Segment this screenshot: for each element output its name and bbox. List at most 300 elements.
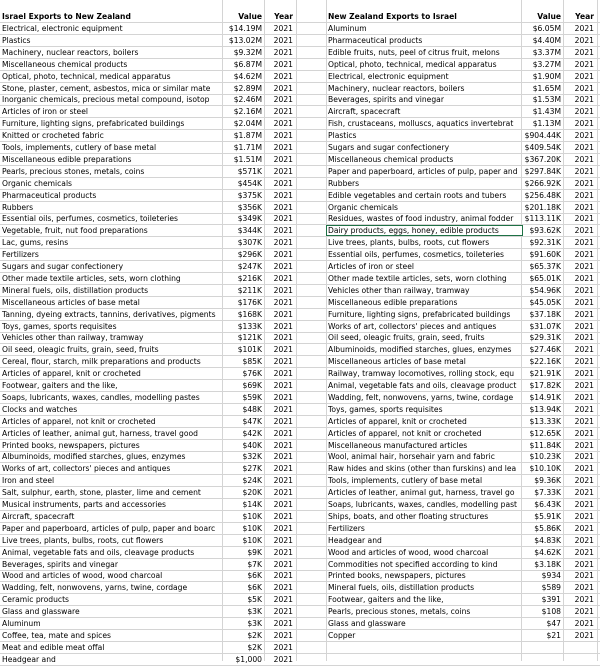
right-year-cell[interactable]: 2021 bbox=[574, 154, 594, 164]
right-value-cell[interactable]: $37.18K bbox=[529, 309, 561, 319]
left-product-cell[interactable]: Articles of apparel, knit or crocheted bbox=[2, 369, 141, 379]
left-product-cell[interactable]: Rubbers bbox=[2, 202, 34, 212]
right-value-cell[interactable]: $266.92K bbox=[524, 178, 561, 188]
left-year-cell[interactable]: 2021 bbox=[273, 535, 293, 545]
left-product-cell[interactable]: Articles of apparel, not knit or crocheted bbox=[2, 416, 156, 426]
left-value-cell[interactable]: $9.32M bbox=[233, 47, 262, 57]
right-year-cell[interactable]: 2021 bbox=[574, 369, 594, 379]
left-year-cell[interactable]: 2021 bbox=[273, 297, 293, 307]
left-product-cell[interactable]: Printed books, newspapers, pictures bbox=[2, 440, 140, 450]
right-value-cell[interactable]: $65.37K bbox=[529, 262, 561, 271]
left-table-title[interactable]: Israel Exports to New Zealand bbox=[2, 12, 131, 21]
right-year-cell[interactable]: 2021 bbox=[574, 381, 594, 390]
left-year-cell[interactable]: 2021 bbox=[273, 345, 293, 355]
left-year-cell[interactable]: 2021 bbox=[273, 321, 293, 331]
right-value-cell[interactable]: $65.01K bbox=[529, 273, 561, 283]
right-product-cell[interactable]: Articles of leather, animal gut, harness, travel go bbox=[328, 488, 515, 498]
right-value-cell[interactable]: $10.10K bbox=[529, 464, 561, 474]
right-year-cell[interactable]: 2021 bbox=[574, 630, 594, 640]
right-value-header[interactable]: Value bbox=[537, 12, 561, 21]
left-year-cell[interactable]: 2021 bbox=[273, 47, 293, 57]
left-product-cell[interactable]: Soaps, lubricants, waxes, candles, modelling pastes bbox=[2, 392, 200, 402]
right-product-cell[interactable]: Articles of iron or steel bbox=[328, 262, 414, 271]
right-value-cell[interactable]: $17.82K bbox=[529, 381, 561, 390]
left-product-cell[interactable]: Aluminum bbox=[2, 619, 41, 628]
right-year-cell[interactable]: 2021 bbox=[574, 547, 594, 557]
right-value-cell[interactable]: $22.16K bbox=[529, 357, 561, 367]
left-product-cell[interactable]: Miscellaneous chemical products bbox=[2, 59, 128, 69]
left-value-cell[interactable]: $59K bbox=[242, 392, 262, 402]
right-value-cell[interactable]: $108 bbox=[541, 607, 561, 617]
right-year-cell[interactable]: 2021 bbox=[574, 24, 594, 33]
left-value-cell[interactable]: $5K bbox=[247, 595, 262, 605]
left-product-cell[interactable]: Optical, photo, technical, medical apparatus bbox=[2, 71, 171, 81]
right-year-cell[interactable]: 2021 bbox=[574, 119, 594, 129]
left-value-cell[interactable]: $101K bbox=[237, 345, 262, 355]
left-value-cell[interactable]: $571K bbox=[237, 166, 262, 176]
right-product-cell[interactable]: Toys, games, sports requisites bbox=[328, 404, 443, 414]
left-year-cell[interactable]: 2021 bbox=[273, 309, 293, 319]
right-year-cell[interactable]: 2021 bbox=[574, 238, 594, 248]
left-year-cell[interactable]: 2021 bbox=[273, 131, 293, 141]
right-year-cell[interactable]: 2021 bbox=[574, 488, 594, 498]
left-product-cell[interactable]: Cereal, flour, starch, milk preparations and products bbox=[2, 357, 201, 367]
left-product-cell[interactable]: Works of art, collectors' pieces and antiques bbox=[2, 464, 171, 474]
left-value-cell[interactable]: $2.46M bbox=[233, 95, 262, 105]
right-value-cell[interactable]: $47 bbox=[546, 619, 561, 628]
left-product-cell[interactable]: Wood and articles of wood, wood charcoal bbox=[2, 571, 163, 581]
left-year-cell[interactable]: 2021 bbox=[273, 583, 293, 593]
right-value-cell[interactable]: $3.27M bbox=[532, 59, 561, 69]
right-year-cell[interactable]: 2021 bbox=[574, 107, 594, 117]
left-value-cell[interactable]: $13.02M bbox=[228, 35, 262, 45]
right-product-cell[interactable]: Essential oils, perfumes, cosmetics, toileteries bbox=[328, 250, 504, 260]
right-year-cell[interactable]: 2021 bbox=[574, 166, 594, 176]
left-value-cell[interactable]: $2.89M bbox=[233, 83, 262, 93]
right-value-cell[interactable]: $21.91K bbox=[529, 369, 561, 379]
left-year-cell[interactable]: 2021 bbox=[273, 547, 293, 557]
right-value-cell[interactable]: $4.83K bbox=[534, 535, 561, 545]
left-value-cell[interactable]: $1.87M bbox=[233, 131, 262, 141]
right-product-cell[interactable]: Tools, implements, cutlery of base metal bbox=[328, 476, 483, 486]
right-value-cell[interactable]: $4.62K bbox=[534, 547, 561, 557]
right-year-cell[interactable]: 2021 bbox=[574, 35, 594, 45]
right-year-cell[interactable]: 2021 bbox=[574, 619, 594, 628]
right-product-cell[interactable]: Electrical, electronic equipment bbox=[328, 71, 449, 81]
left-value-cell[interactable]: $27K bbox=[242, 464, 262, 474]
left-year-cell[interactable]: 2021 bbox=[273, 59, 293, 69]
right-year-cell[interactable]: 2021 bbox=[574, 131, 594, 141]
left-value-cell[interactable]: $349K bbox=[237, 214, 262, 224]
right-product-cell[interactable]: Headgear and bbox=[328, 535, 382, 545]
right-value-cell[interactable]: $91.60K bbox=[529, 250, 561, 260]
left-year-cell[interactable]: 2021 bbox=[273, 404, 293, 414]
left-year-cell[interactable]: 2021 bbox=[273, 202, 293, 212]
right-year-cell[interactable]: 2021 bbox=[574, 59, 594, 69]
right-year-cell[interactable]: 2021 bbox=[574, 47, 594, 57]
right-value-cell[interactable]: $1.43M bbox=[532, 107, 561, 117]
left-year-cell[interactable]: 2021 bbox=[273, 273, 293, 283]
left-value-cell[interactable]: $133K bbox=[237, 321, 262, 331]
left-value-header[interactable]: Value bbox=[238, 12, 262, 21]
right-product-cell[interactable]: Wood and articles of wood, wood charcoal bbox=[328, 547, 489, 557]
left-year-cell[interactable]: 2021 bbox=[273, 464, 293, 474]
left-year-cell[interactable]: 2021 bbox=[273, 607, 293, 617]
right-value-cell[interactable]: $11.84K bbox=[529, 440, 561, 450]
right-product-cell[interactable]: Articles of apparel, knit or crocheted bbox=[328, 416, 467, 426]
right-product-cell[interactable]: Optical, photo, technical, medical apparatus bbox=[328, 59, 497, 69]
left-value-cell[interactable]: $375K bbox=[237, 190, 262, 200]
left-value-cell[interactable]: $24K bbox=[242, 476, 262, 486]
left-product-cell[interactable]: Salt, sulphur, earth, stone, plaster, lime and cement bbox=[2, 488, 201, 498]
right-product-cell[interactable]: Edible vegetables and certain roots and tubers bbox=[328, 190, 507, 200]
right-product-cell[interactable]: Glass and glassware bbox=[328, 619, 406, 628]
right-year-cell[interactable]: 2021 bbox=[574, 607, 594, 617]
left-year-cell[interactable]: 2021 bbox=[273, 285, 293, 295]
left-year-cell[interactable]: 2021 bbox=[273, 428, 293, 438]
left-value-cell[interactable]: $10K bbox=[242, 523, 262, 533]
left-product-cell[interactable]: Essential oils, perfumes, cosmetics, toileteries bbox=[2, 214, 178, 224]
left-year-cell[interactable]: 2021 bbox=[273, 642, 293, 652]
right-year-cell[interactable]: 2021 bbox=[574, 321, 594, 331]
right-value-cell[interactable]: $14.91K bbox=[529, 392, 561, 402]
right-product-cell[interactable]: Organic chemicals bbox=[328, 202, 399, 212]
right-year-cell[interactable]: 2021 bbox=[574, 583, 594, 593]
right-year-cell[interactable]: 2021 bbox=[574, 523, 594, 533]
right-product-cell[interactable]: Paper and paperboard, articles of pulp, paper and bbox=[328, 166, 518, 176]
right-year-cell[interactable]: 2021 bbox=[574, 178, 594, 188]
right-value-cell[interactable]: $21 bbox=[546, 630, 561, 640]
right-value-cell[interactable]: $1.65M bbox=[532, 83, 561, 93]
left-year-cell[interactable]: 2021 bbox=[273, 71, 293, 81]
right-product-cell[interactable]: Wadding, felt, nonwovens, yarns, twine, cordage bbox=[328, 392, 514, 402]
left-value-cell[interactable]: $47K bbox=[242, 416, 262, 426]
left-year-cell[interactable]: 2021 bbox=[273, 83, 293, 93]
right-product-cell[interactable]: Copper bbox=[328, 630, 356, 640]
right-product-cell[interactable]: Live trees, plants, bulbs, roots, cut flowers bbox=[328, 238, 490, 248]
right-year-cell[interactable]: 2021 bbox=[574, 71, 594, 81]
left-product-cell[interactable]: Pharmaceutical products bbox=[2, 190, 97, 200]
left-year-cell[interactable]: 2021 bbox=[273, 523, 293, 533]
right-product-cell[interactable]: Ships, boats, and other floating structures bbox=[328, 511, 489, 521]
left-year-cell[interactable]: 2021 bbox=[273, 500, 293, 509]
right-product-cell[interactable]: Fertilizers bbox=[328, 523, 365, 533]
left-year-cell[interactable]: 2021 bbox=[273, 511, 293, 521]
left-product-cell[interactable]: Ceramic products bbox=[2, 595, 70, 605]
left-product-cell[interactable]: Inorganic chemicals, precious metal compound, isotop bbox=[2, 95, 210, 105]
right-product-cell[interactable]: Pearls, precious stones, metals, coins bbox=[328, 607, 471, 617]
right-product-cell[interactable]: Machinery, nuclear reactors, boilers bbox=[328, 83, 465, 93]
left-year-cell[interactable]: 2021 bbox=[273, 595, 293, 605]
right-product-cell[interactable]: Printed books, newspapers, pictures bbox=[328, 571, 466, 581]
left-product-cell[interactable]: Tools, implements, cutlery of base metal bbox=[2, 143, 157, 152]
left-value-cell[interactable]: $4.62M bbox=[233, 71, 262, 81]
left-value-cell[interactable]: $344K bbox=[237, 226, 262, 236]
right-product-cell[interactable]: Aluminum bbox=[328, 24, 367, 33]
left-product-cell[interactable]: Aircraft, spacecraft bbox=[2, 511, 75, 521]
left-value-cell[interactable]: $2K bbox=[247, 630, 262, 640]
left-year-cell[interactable]: 2021 bbox=[273, 559, 293, 569]
right-year-cell[interactable]: 2021 bbox=[574, 190, 594, 200]
right-year-cell[interactable]: 2021 bbox=[574, 345, 594, 355]
left-year-cell[interactable]: 2021 bbox=[273, 488, 293, 498]
right-product-cell[interactable]: Pharmaceutical products bbox=[328, 35, 423, 45]
right-year-cell[interactable]: 2021 bbox=[574, 333, 594, 343]
left-product-cell[interactable]: Iron and steel bbox=[2, 476, 55, 486]
right-value-cell[interactable]: $113.11K bbox=[524, 214, 561, 224]
left-value-cell[interactable]: $6.87M bbox=[233, 59, 262, 69]
left-product-cell[interactable]: Mineral fuels, oils, distillation products bbox=[2, 285, 149, 295]
left-product-cell[interactable]: Oil seed, oleagic fruits, grain, seed, fruits bbox=[2, 345, 159, 355]
left-product-cell[interactable]: Articles of iron or steel bbox=[2, 107, 88, 117]
right-value-cell[interactable]: $9.36K bbox=[534, 476, 561, 486]
right-value-cell[interactable]: $904.44K bbox=[524, 131, 561, 141]
right-value-cell[interactable]: $10.23K bbox=[529, 452, 561, 462]
left-product-cell[interactable]: Paper and paperboard, articles of pulp, paper and boarc bbox=[2, 523, 216, 533]
left-year-cell[interactable]: 2021 bbox=[273, 250, 293, 260]
right-year-cell[interactable]: 2021 bbox=[574, 571, 594, 581]
right-product-cell[interactable]: Beverages, spirits and vinegar bbox=[328, 95, 444, 105]
left-value-cell[interactable]: $9K bbox=[247, 547, 262, 557]
right-value-cell[interactable]: $13.94K bbox=[529, 404, 561, 414]
left-year-cell[interactable]: 2021 bbox=[273, 143, 293, 152]
right-product-cell[interactable]: Furniture, lighting signs, prefabricated buildings bbox=[328, 309, 511, 319]
right-value-cell[interactable]: $5.86K bbox=[534, 523, 561, 533]
right-year-cell[interactable]: 2021 bbox=[574, 416, 594, 426]
right-product-cell[interactable]: Footwear, gaiters and the like, bbox=[328, 595, 444, 605]
right-value-cell[interactable]: $589 bbox=[541, 583, 561, 593]
right-product-cell[interactable]: Aircraft, spacecraft bbox=[328, 107, 401, 117]
right-product-cell[interactable]: Rubbers bbox=[328, 178, 360, 188]
right-product-cell[interactable]: Railway, tramway locomotives, rolling stock, equ bbox=[328, 369, 515, 379]
left-product-cell[interactable]: Machinery, nuclear reactors, boilers bbox=[2, 47, 139, 57]
right-product-cell[interactable]: Edible fruits, nuts, peel of citrus fruit, melons bbox=[328, 47, 500, 57]
right-product-cell[interactable]: Wool, animal hair, horsehair yarn and fabric bbox=[328, 452, 495, 462]
left-product-cell[interactable]: Wadding, felt, nonwovens, yarns, twine, cordage bbox=[2, 583, 188, 593]
left-product-cell[interactable]: Furniture, lighting signs, prefabricated buildings bbox=[2, 119, 185, 129]
left-value-cell[interactable]: $14.19M bbox=[228, 24, 262, 33]
left-year-cell[interactable]: 2021 bbox=[273, 178, 293, 188]
right-year-cell[interactable]: 2021 bbox=[574, 273, 594, 283]
left-product-cell[interactable]: Vehicles other than railway, tramway bbox=[2, 333, 144, 343]
left-year-cell[interactable]: 2021 bbox=[273, 369, 293, 379]
right-value-cell[interactable]: $27.46K bbox=[529, 345, 561, 355]
left-value-cell[interactable]: $40K bbox=[242, 440, 262, 450]
right-year-cell[interactable]: 2021 bbox=[574, 262, 594, 271]
right-year-cell[interactable]: 2021 bbox=[574, 440, 594, 450]
left-product-cell[interactable]: Fertilizers bbox=[2, 250, 39, 260]
right-product-cell[interactable]: Commodities not specified according to kind bbox=[328, 559, 498, 569]
left-value-cell[interactable]: $216K bbox=[237, 273, 262, 283]
left-product-cell[interactable]: Headgear and bbox=[2, 654, 56, 664]
right-value-cell[interactable]: $54.96K bbox=[529, 285, 561, 295]
right-year-cell[interactable]: 2021 bbox=[574, 404, 594, 414]
left-value-cell[interactable]: $211K bbox=[237, 285, 262, 295]
right-product-cell[interactable]: Other made textile articles, sets, worn clothing bbox=[328, 273, 507, 283]
left-product-cell[interactable]: Electrical, electronic equipment bbox=[2, 24, 123, 33]
left-value-cell[interactable]: $76K bbox=[242, 369, 262, 379]
right-year-cell[interactable]: 2021 bbox=[574, 95, 594, 105]
right-product-cell[interactable]: Soaps, lubricants, waxes, candles, modelling past bbox=[328, 500, 518, 509]
left-value-cell[interactable]: $10K bbox=[242, 535, 262, 545]
left-product-cell[interactable]: Coffee, tea, mate and spices bbox=[2, 630, 111, 640]
right-product-cell[interactable]: Articles of apparel, not knit or crocheted bbox=[328, 428, 482, 438]
right-product-cell[interactable]: Miscellaneous articles of base metal bbox=[328, 357, 466, 367]
right-value-cell[interactable]: $6.43K bbox=[534, 500, 561, 509]
left-value-cell[interactable]: $6K bbox=[247, 571, 262, 581]
left-product-cell[interactable]: Sugars and sugar confectionery bbox=[2, 262, 124, 271]
left-product-cell[interactable]: Other made textile articles, sets, worn clothing bbox=[2, 273, 181, 283]
right-product-cell[interactable]: Fish, crustaceans, molluscs, aquatics invertebrat bbox=[328, 119, 514, 129]
left-value-cell[interactable]: $3K bbox=[247, 619, 262, 628]
left-year-cell[interactable]: 2021 bbox=[273, 357, 293, 367]
right-value-cell[interactable]: $1.13M bbox=[532, 119, 561, 129]
right-year-cell[interactable]: 2021 bbox=[574, 83, 594, 93]
left-product-cell[interactable]: Animal, vegetable fats and oils, cleavage products bbox=[2, 547, 195, 557]
right-product-cell[interactable]: Mineral fuels, oils, distillation products bbox=[328, 583, 475, 593]
right-product-cell[interactable]: Vehicles other than railway, tramway bbox=[328, 285, 470, 295]
left-value-cell[interactable]: $6K bbox=[247, 583, 262, 593]
left-product-cell[interactable]: Meat and edible meat offal bbox=[2, 642, 105, 652]
left-value-cell[interactable]: $2K bbox=[247, 642, 262, 652]
left-year-cell[interactable]: 2021 bbox=[273, 24, 293, 33]
left-value-cell[interactable]: $7K bbox=[247, 559, 262, 569]
left-year-cell[interactable]: 2021 bbox=[273, 226, 293, 236]
right-value-cell[interactable]: $3.37M bbox=[532, 47, 561, 57]
left-year-cell[interactable]: 2021 bbox=[273, 262, 293, 271]
left-value-cell[interactable]: $454K bbox=[237, 178, 262, 188]
left-value-cell[interactable]: $32K bbox=[242, 452, 262, 462]
left-year-cell[interactable]: 2021 bbox=[273, 95, 293, 105]
right-product-cell[interactable]: Oil seed, oleagic fruits, grain, seed, fruits bbox=[328, 333, 485, 343]
left-value-cell[interactable]: $1,000 bbox=[235, 654, 262, 664]
selected-cell[interactable]: Dairy products, eggs, honey, edible products bbox=[326, 225, 523, 236]
left-value-cell[interactable]: $14K bbox=[242, 500, 262, 509]
right-value-cell[interactable]: $92.31K bbox=[529, 238, 561, 248]
left-value-cell[interactable]: $1.51M bbox=[233, 154, 262, 164]
right-year-cell[interactable]: 2021 bbox=[574, 595, 594, 605]
right-value-cell[interactable]: $45.05K bbox=[529, 297, 561, 307]
right-value-cell[interactable]: $367.20K bbox=[524, 154, 561, 164]
left-year-cell[interactable]: 2021 bbox=[273, 571, 293, 581]
left-value-cell[interactable]: $2.16M bbox=[233, 107, 262, 117]
right-value-cell[interactable]: $934 bbox=[541, 571, 561, 581]
right-year-cell[interactable]: 2021 bbox=[574, 285, 594, 295]
left-year-cell[interactable]: 2021 bbox=[273, 190, 293, 200]
left-value-cell[interactable]: $69K bbox=[242, 381, 262, 390]
left-value-cell[interactable]: $121K bbox=[237, 333, 262, 343]
right-year-cell[interactable]: 2021 bbox=[574, 226, 594, 236]
right-year-cell[interactable]: 2021 bbox=[574, 357, 594, 367]
left-product-cell[interactable]: Toys, games, sports requisites bbox=[2, 321, 117, 331]
right-product-cell[interactable]: Sugars and sugar confectionery bbox=[328, 143, 450, 152]
right-product-cell[interactable]: Raw hides and skins (other than furskins) and lea bbox=[328, 464, 517, 474]
left-product-cell[interactable]: Live trees, plants, bulbs, roots, cut flowers bbox=[2, 535, 164, 545]
left-year-cell[interactable]: 2021 bbox=[273, 333, 293, 343]
left-year-cell[interactable]: 2021 bbox=[273, 619, 293, 628]
left-value-cell[interactable]: $296K bbox=[237, 250, 262, 260]
left-value-cell[interactable]: $1.71M bbox=[233, 143, 262, 152]
right-year-cell[interactable]: 2021 bbox=[574, 143, 594, 152]
right-value-cell[interactable]: $29.31K bbox=[529, 333, 561, 343]
left-year-cell[interactable]: 2021 bbox=[273, 214, 293, 224]
right-product-cell[interactable]: Works of art, collectors' pieces and antiques bbox=[328, 321, 497, 331]
left-value-cell[interactable]: $42K bbox=[242, 428, 262, 438]
right-year-cell[interactable]: 2021 bbox=[574, 511, 594, 521]
right-table-title[interactable]: New Zealand Exports to Israel bbox=[328, 12, 457, 21]
left-product-cell[interactable]: Tanning, dyeing extracts, tannins, derivatives, pigments bbox=[2, 309, 216, 319]
left-value-cell[interactable]: $168K bbox=[237, 309, 262, 319]
left-year-cell[interactable]: 2021 bbox=[273, 630, 293, 640]
left-year-cell[interactable]: 2021 bbox=[273, 154, 293, 164]
left-product-cell[interactable]: Organic chemicals bbox=[2, 178, 73, 188]
left-value-cell[interactable]: $10K bbox=[242, 511, 262, 521]
left-value-cell[interactable]: $307K bbox=[237, 238, 262, 248]
right-value-cell[interactable]: $1.53M bbox=[532, 95, 561, 105]
right-value-cell[interactable]: $391 bbox=[541, 595, 561, 605]
right-product-cell[interactable]: Miscellaneous chemical products bbox=[328, 154, 454, 164]
left-product-cell[interactable]: Miscellaneous articles of base metal bbox=[2, 297, 140, 307]
left-year-cell[interactable]: 2021 bbox=[273, 440, 293, 450]
left-product-cell[interactable]: Glass and glassware bbox=[2, 607, 80, 617]
left-product-cell[interactable]: Pearls, precious stones, metals, coins bbox=[2, 166, 145, 176]
left-product-cell[interactable]: Lac, gums, resins bbox=[2, 238, 69, 248]
right-year-cell[interactable]: 2021 bbox=[574, 500, 594, 509]
right-value-cell[interactable]: $7.33K bbox=[534, 488, 561, 498]
right-product-cell[interactable]: Miscellaneous manufactured articles bbox=[328, 440, 468, 450]
left-value-cell[interactable]: $176K bbox=[237, 297, 262, 307]
right-value-cell[interactable]: $201.18K bbox=[524, 202, 561, 212]
right-year-cell[interactable]: 2021 bbox=[574, 297, 594, 307]
right-value-cell[interactable]: $1.90M bbox=[532, 71, 561, 81]
left-product-cell[interactable]: Miscellaneous edible preparations bbox=[2, 154, 132, 164]
left-value-cell[interactable]: $85K bbox=[242, 357, 262, 367]
left-product-cell[interactable]: Knitted or crocheted fabric bbox=[2, 131, 104, 141]
right-year-cell[interactable]: 2021 bbox=[574, 428, 594, 438]
right-value-cell[interactable]: $256.48K bbox=[524, 190, 561, 200]
right-year-cell[interactable]: 2021 bbox=[574, 476, 594, 486]
left-year-cell[interactable]: 2021 bbox=[273, 416, 293, 426]
left-product-cell[interactable]: Footwear, gaiters and the like, bbox=[2, 381, 118, 390]
right-year-cell[interactable]: 2021 bbox=[574, 452, 594, 462]
right-value-cell[interactable]: $297.84K bbox=[524, 166, 561, 176]
left-year-cell[interactable]: 2021 bbox=[273, 166, 293, 176]
left-product-cell[interactable]: Albuminoids, modified starches, glues, enzymes bbox=[2, 452, 186, 462]
right-value-cell[interactable]: $409.54K bbox=[524, 143, 561, 152]
left-value-cell[interactable]: $356K bbox=[237, 202, 262, 212]
right-year-cell[interactable]: 2021 bbox=[574, 250, 594, 260]
right-value-cell[interactable]: $93.62K bbox=[529, 226, 561, 236]
right-year-cell[interactable]: 2021 bbox=[574, 464, 594, 474]
right-value-cell[interactable]: $13.33K bbox=[529, 416, 561, 426]
right-value-cell[interactable]: $31.07K bbox=[529, 321, 561, 331]
left-product-cell[interactable]: Plastics bbox=[2, 35, 31, 45]
left-year-cell[interactable]: 2021 bbox=[273, 452, 293, 462]
right-year-cell[interactable]: 2021 bbox=[574, 202, 594, 212]
right-value-cell[interactable]: $12.65K bbox=[529, 428, 561, 438]
left-product-cell[interactable]: Musical instruments, parts and accessories bbox=[2, 500, 166, 509]
left-year-cell[interactable]: 2021 bbox=[273, 476, 293, 486]
right-year-cell[interactable]: 2021 bbox=[574, 214, 594, 224]
right-product-cell[interactable]: Plastics bbox=[328, 131, 357, 141]
right-year-cell[interactable]: 2021 bbox=[574, 559, 594, 569]
left-value-cell[interactable]: $48K bbox=[242, 404, 262, 414]
right-product-cell[interactable]: Animal, vegetable fats and oils, cleavage product bbox=[328, 381, 517, 390]
right-product-cell[interactable]: Miscellaneous edible preparations bbox=[328, 297, 458, 307]
right-year-cell[interactable]: 2021 bbox=[574, 535, 594, 545]
left-value-cell[interactable]: $3K bbox=[247, 607, 262, 617]
left-year-cell[interactable]: 2021 bbox=[273, 381, 293, 390]
